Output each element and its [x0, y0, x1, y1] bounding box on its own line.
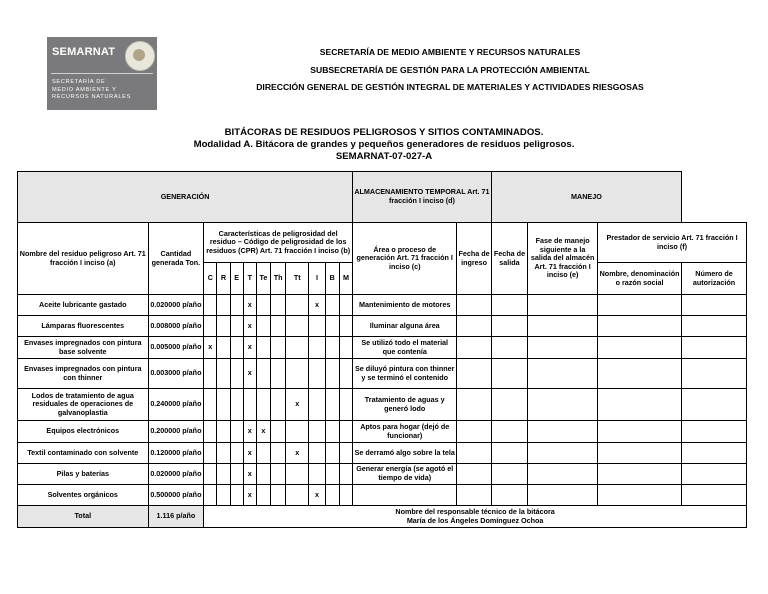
table-row: [18, 389, 747, 421]
table-row: [18, 421, 747, 443]
document-code: SEMARNAT-07-027-A: [335, 151, 433, 162]
cpr-mark: [204, 485, 217, 506]
cpr-mark: [309, 464, 325, 485]
residuo-nombre: Equipos electrónicos: [18, 421, 149, 443]
cpr-mark: [286, 464, 309, 485]
autorizacion-cell: [682, 337, 747, 359]
fecha-salida-cell: [491, 464, 527, 485]
col-fecha-ingreso: Fecha de ingreso: [457, 223, 491, 295]
area-proceso: Iluminar alguna área: [353, 316, 457, 337]
fecha-ingreso-cell: [457, 421, 491, 443]
autorizacion-cell: [682, 464, 747, 485]
fecha-salida-cell: [491, 295, 527, 316]
cpr-mark: [309, 359, 325, 389]
cpr-mark: x: [309, 485, 325, 506]
cpr-mark: [217, 337, 230, 359]
cpr-mark: [286, 359, 309, 389]
cpr-mark: [204, 443, 217, 464]
cpr-mark: x: [243, 295, 256, 316]
fecha-ingreso-cell: [457, 464, 491, 485]
area-proceso: Mantenimiento de motores: [353, 295, 457, 316]
col-cantidad: Cantidad generada Ton.: [148, 223, 204, 295]
cpr-mark: [256, 359, 270, 389]
residuo-cantidad: 0.005000 p/año: [148, 337, 204, 359]
col-numero-autorizacion: Número de autorización: [682, 263, 747, 295]
residuo-nombre: Lodos de tratamiento de agua residuales de operaciones de galvanoplastia: [18, 389, 149, 421]
eagle-seal-icon: [125, 41, 155, 71]
cpr-mark: [309, 389, 325, 421]
cpr-mark: [217, 464, 230, 485]
cpr-code: Tt: [286, 263, 309, 295]
cpr-mark: [243, 389, 256, 421]
table-row: [18, 464, 747, 485]
cpr-mark: x: [243, 337, 256, 359]
cpr-mark: x: [286, 443, 309, 464]
cpr-mark: [204, 295, 217, 316]
cpr-mark: [309, 337, 325, 359]
fecha-salida-cell: [491, 421, 527, 443]
document-subtitle: Modalidad A. Bitácora de grandes y pequeños generadores de residuos peligrosos.: [193, 139, 575, 150]
header-line-3: DIRECCIÓN GENERAL DE GESTIÓN INTEGRAL DE MATERIALES Y ACTIVIDADES RIESGOSAS: [256, 82, 644, 92]
residuo-cantidad: 0.500000 p/año: [148, 485, 204, 506]
residuo-nombre: Pilas y baterías: [18, 464, 149, 485]
fecha-ingreso-cell: [457, 337, 491, 359]
cpr-mark: [325, 443, 339, 464]
table-row: [18, 295, 747, 316]
cpr-mark: x: [243, 316, 256, 337]
cpr-mark: x: [243, 359, 256, 389]
cpr-mark: [325, 421, 339, 443]
residuo-cantidad: 0.008000 p/año: [148, 316, 204, 337]
cpr-code: I: [309, 263, 325, 295]
cpr-mark: [256, 295, 270, 316]
prestador-nombre-cell: [598, 359, 682, 389]
cpr-mark: [256, 389, 270, 421]
prestador-nombre-cell: [598, 443, 682, 464]
cpr-code: Te: [256, 263, 270, 295]
cpr-mark: [230, 337, 243, 359]
prestador-nombre-cell: [598, 464, 682, 485]
prestador-nombre-cell: [598, 421, 682, 443]
cpr-mark: [256, 337, 270, 359]
fecha-ingreso-cell: [457, 316, 491, 337]
cpr-mark: [286, 337, 309, 359]
col-caracteristicas: Características de peligrosidad del residuo – Código de peligrosidad de los residuos (CPR) Art. 71 fracción I inciso (b): [204, 223, 353, 263]
prestador-nombre-cell: [598, 485, 682, 506]
autorizacion-cell: [682, 295, 747, 316]
cpr-mark: [339, 421, 352, 443]
residuo-nombre: Lámparas fluorescentes: [18, 316, 149, 337]
generacion-header: GENERACIÓN: [18, 172, 353, 223]
logo-subtitle: SECRETARÍA DE MEDIO AMBIENTE Y RECURSOS NATURALES: [52, 79, 132, 101]
cpr-mark: x: [309, 295, 325, 316]
responsable-label: Nombre del responsable técnico de la bitácora: [395, 506, 555, 516]
residuo-cantidad: 0.240000 p/año: [148, 389, 204, 421]
fase-manejo-cell: [528, 359, 598, 389]
table-row: [18, 337, 747, 359]
fecha-ingreso-cell: [457, 443, 491, 464]
fase-manejo-cell: [528, 337, 598, 359]
fase-manejo-cell: [528, 464, 598, 485]
autorizacion-cell: [682, 316, 747, 337]
almacenamiento-header: ALMACENAMIENTO TEMPORAL Art. 71 fracción I inciso (d): [353, 172, 492, 223]
cpr-mark: [256, 443, 270, 464]
cpr-code: T: [243, 263, 256, 295]
logo-divider: [51, 73, 153, 74]
total-value: 1.116 p/año: [148, 506, 204, 528]
table-row: [18, 443, 747, 464]
residuo-cantidad: 0.020000 p/año: [148, 464, 204, 485]
col-area-proceso: Área o proceso de generación Art. 71 fracción I inciso (c): [353, 223, 457, 295]
cpr-mark: [230, 359, 243, 389]
cpr-mark: [271, 316, 286, 337]
fecha-salida-cell: [491, 485, 527, 506]
residuo-nombre: Solventes orgánicos: [18, 485, 149, 506]
fase-manejo-cell: [528, 316, 598, 337]
cpr-mark: [325, 359, 339, 389]
cpr-mark: [271, 464, 286, 485]
area-proceso: [353, 485, 457, 506]
residuo-nombre: Envases impregnados con pintura base solvente: [18, 337, 149, 359]
col-prestador-servicio: Prestador de servicio Art. 71 fracción I inciso (f): [598, 223, 747, 263]
cpr-mark: [230, 421, 243, 443]
fecha-ingreso-cell: [457, 295, 491, 316]
cpr-mark: [271, 421, 286, 443]
cpr-mark: [230, 389, 243, 421]
cpr-mark: [339, 295, 352, 316]
cpr-mark: [204, 389, 217, 421]
prestador-nombre-cell: [598, 316, 682, 337]
cpr-mark: x: [286, 389, 309, 421]
cpr-mark: x: [243, 485, 256, 506]
cpr-mark: [217, 443, 230, 464]
cpr-mark: [217, 389, 230, 421]
fecha-salida-cell: [491, 316, 527, 337]
cpr-mark: [230, 464, 243, 485]
total-label: Total: [18, 506, 149, 528]
fecha-salida-cell: [491, 389, 527, 421]
cpr-mark: [230, 485, 243, 506]
cpr-mark: [325, 337, 339, 359]
area-proceso: Tratamiento de aguas y generó lodo: [353, 389, 457, 421]
cpr-mark: [325, 389, 339, 421]
table-row: [18, 316, 747, 337]
cpr-mark: [339, 337, 352, 359]
autorizacion-cell: [682, 443, 747, 464]
cpr-mark: [339, 359, 352, 389]
cpr-mark: [309, 443, 325, 464]
residuo-nombre: Aceite lubricante gastado: [18, 295, 149, 316]
cpr-mark: [217, 359, 230, 389]
cpr-mark: [325, 316, 339, 337]
residuo-cantidad: 0.003000 p/año: [148, 359, 204, 389]
logo-brand: SEMARNAT: [52, 46, 116, 58]
cpr-mark: [217, 421, 230, 443]
residuo-cantidad: 0.200000 p/año: [148, 421, 204, 443]
area-proceso: Aptos para hogar (dejó de funcionar): [353, 421, 457, 443]
col-prestador-nombre: Nombre, denominación o razón social: [598, 263, 682, 295]
cpr-mark: [256, 316, 270, 337]
cpr-code: R: [217, 263, 230, 295]
fecha-salida-cell: [491, 359, 527, 389]
residuo-cantidad: 0.120000 p/año: [148, 443, 204, 464]
prestador-nombre-cell: [598, 295, 682, 316]
cpr-mark: [204, 359, 217, 389]
area-proceso: Generar energía (se agotó el tiempo de vida): [353, 464, 457, 485]
cpr-mark: [271, 443, 286, 464]
cpr-mark: [286, 421, 309, 443]
cpr-mark: [339, 464, 352, 485]
cpr-code: B: [325, 263, 339, 295]
cpr-mark: [217, 295, 230, 316]
cpr-mark: x: [243, 443, 256, 464]
cpr-mark: [325, 464, 339, 485]
document-title: BITÁCORAS DE RESIDUOS PELIGROSOS Y SITIOS CONTAMINADOS.: [224, 127, 544, 138]
fecha-ingreso-cell: [457, 485, 491, 506]
col-fase-manejo: Fase de manejo siguiente a la salida del almacén Art. 71 fracción I inciso (e): [528, 223, 598, 295]
cpr-mark: [309, 316, 325, 337]
manejo-header: MANEJO: [491, 172, 681, 223]
autorizacion-cell: [682, 485, 747, 506]
cpr-mark: [325, 295, 339, 316]
cpr-mark: [339, 485, 352, 506]
cpr-code: Th: [271, 263, 286, 295]
fase-manejo-cell: [528, 421, 598, 443]
responsable-tecnico: [204, 506, 747, 528]
cpr-mark: [271, 359, 286, 389]
cpr-mark: [271, 337, 286, 359]
cpr-mark: [204, 464, 217, 485]
cpr-mark: [230, 295, 243, 316]
cpr-mark: [204, 316, 217, 337]
cpr-mark: x: [243, 421, 256, 443]
area-proceso: Se utilizó todo el material que contenía: [353, 337, 457, 359]
cpr-mark: [256, 464, 270, 485]
cpr-mark: [339, 316, 352, 337]
cpr-mark: x: [256, 421, 270, 443]
prestador-nombre-cell: [598, 337, 682, 359]
total-row: [18, 506, 747, 528]
cpr-code: C: [204, 263, 217, 295]
fecha-salida-cell: [491, 443, 527, 464]
cpr-mark: [286, 316, 309, 337]
autorizacion-cell: [682, 389, 747, 421]
area-proceso: Se derramó algo sobre la tela: [353, 443, 457, 464]
autorizacion-cell: [682, 421, 747, 443]
fase-manejo-cell: [528, 485, 598, 506]
fase-manejo-cell: [528, 389, 598, 421]
cpr-mark: [271, 485, 286, 506]
cpr-code: E: [230, 263, 243, 295]
cpr-mark: [217, 485, 230, 506]
col-nombre-residuo: Nombre del residuo peligroso Art. 71 fracción I inciso (a): [18, 223, 149, 295]
semarnat-logo: [47, 37, 157, 110]
cpr-mark: [271, 389, 286, 421]
fecha-ingreso-cell: [457, 359, 491, 389]
area-proceso: Se diluyó pintura con thinner y se terminó el contenido: [353, 359, 457, 389]
header-line-2: SUBSECRETARÍA DE GESTIÓN PARA LA PROTECCIÓN AMBIENTAL: [310, 65, 590, 75]
prestador-nombre-cell: [598, 389, 682, 421]
table-row: [18, 359, 747, 389]
cpr-mark: [217, 316, 230, 337]
cpr-mark: [256, 485, 270, 506]
cpr-mark: x: [204, 337, 217, 359]
bitacora-table: [17, 171, 747, 528]
fecha-salida-cell: [491, 337, 527, 359]
fase-manejo-cell: [528, 443, 598, 464]
responsable-nombre: María de los Ángeles Domínguez Ochoa: [406, 515, 544, 525]
header-line-1: SECRETARÍA DE MEDIO AMBIENTE Y RECURSOS NATURALES: [319, 47, 581, 57]
cpr-mark: [325, 485, 339, 506]
cpr-mark: [309, 421, 325, 443]
cpr-mark: [204, 421, 217, 443]
cpr-mark: [339, 443, 352, 464]
cpr-mark: [230, 443, 243, 464]
residuo-nombre: Envases impregnados con pintura con thinner: [18, 359, 149, 389]
cpr-mark: [271, 295, 286, 316]
fase-manejo-cell: [528, 295, 598, 316]
autorizacion-cell: [682, 359, 747, 389]
cpr-code: M: [339, 263, 352, 295]
residuo-cantidad: 0.020000 p/año: [148, 295, 204, 316]
cpr-mark: [230, 316, 243, 337]
fecha-ingreso-cell: [457, 389, 491, 421]
table-row: [18, 485, 747, 506]
residuo-nombre: Textil contaminado con solvente: [18, 443, 149, 464]
col-fecha-salida: Fecha de salida: [491, 223, 527, 295]
cpr-mark: [286, 485, 309, 506]
cpr-mark: [339, 389, 352, 421]
cpr-mark: [286, 295, 309, 316]
cpr-mark: x: [243, 464, 256, 485]
